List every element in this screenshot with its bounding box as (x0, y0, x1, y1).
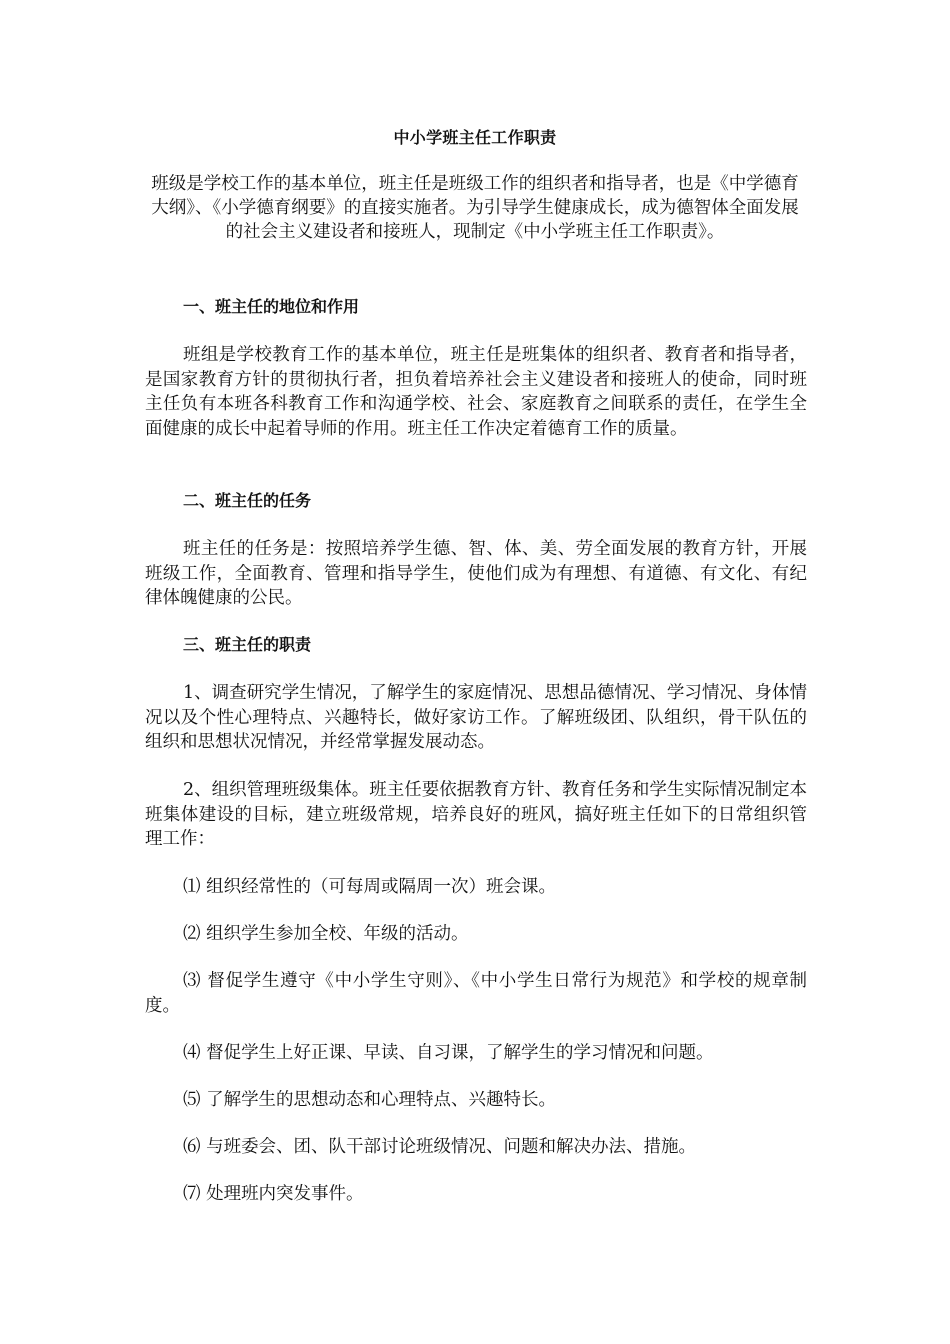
duty-sub-item-4: ⑷ 督促学生上好正课、早读、自习课，了解学生的学习情况和问题。 (183, 1043, 714, 1063)
duty-sub-item-3: ⑶ 督促学生遵守《中小学生守则》、《中小学生日常行为规范》和学校的规章制度。 (145, 971, 807, 1016)
section-heading-duties: 三、班主任的职责 (183, 635, 312, 654)
section-body-tasks: 班主任的任务是：按照培养学生德、智、体、美、劳全面发展的教育方针，开展班级工作，全面教育、管理和指导学生，使他们成为有理想、有道德、有文化、有纪律体魄健康的公民。 (145, 539, 807, 608)
document-title: 中小学班主任工作职责 (393, 128, 557, 147)
duty-sub-item-2: ⑵ 组织学生参加全校、年级的活动。 (183, 924, 469, 944)
section-body-role: 班组是学校教育工作的基本单位，班主任是班集体的组织者、教育者和指导者，是国家教育方针的贯彻执行者，担负着培养社会主义建设者和接班人的使命，同时班主任负有本班各科教育工作和沟通学校、社会、家庭教育之间联系的责任，在学生全面健康的成长中起着导师的作用。班主任工作决定着德育工作的质量。 (145, 345, 807, 439)
section-heading-tasks: 二、班主任的任务 (183, 491, 312, 510)
duty-sub-item-7: ⑺ 处理班内突发事件。 (183, 1184, 364, 1204)
duty-sub-item-6: ⑹ 与班委会、团、队干部讨论班级情况、问题和解决办法、措施。 (183, 1137, 697, 1157)
duty-sub-item-5: ⑸ 了解学生的思想动态和心理特点、兴趣特长。 (183, 1090, 557, 1110)
duty-paragraph-2: 2、组织管理班级集体。班主任要依据教育方针、教育任务和学生实际情况制定本班集体建设的目标，建立班级常规，培养良好的班风，搞好班主任如下的日常组织管理工作： (145, 780, 807, 849)
duty-paragraph-1: 1、调查研究学生情况，了解学生的家庭情况、思想品德情况、学习情况、身体情况以及个性心理特点、兴趣特长，做好家访工作。了解班级团、队组织，骨干队伍的组织和思想状况情况，并经常掌握发展动态。 (145, 683, 807, 752)
intro-paragraph: 班级是学校工作的基本单位，班主任是班级工作的组织者和指导者，也是《中学德育大纲》、《小学德育纲要》的直接实施者。为引导学生健康成长，成为德智体全面发展的社会主义建设者和接班人，现制定《中小学班主任工作职责》。 (151, 174, 799, 242)
section-heading-role: 一、班主任的地位和作用 (183, 297, 360, 316)
duty-sub-item-1: ⑴ 组织经常性的（可每周或隔周一次）班会课。 (183, 877, 557, 897)
